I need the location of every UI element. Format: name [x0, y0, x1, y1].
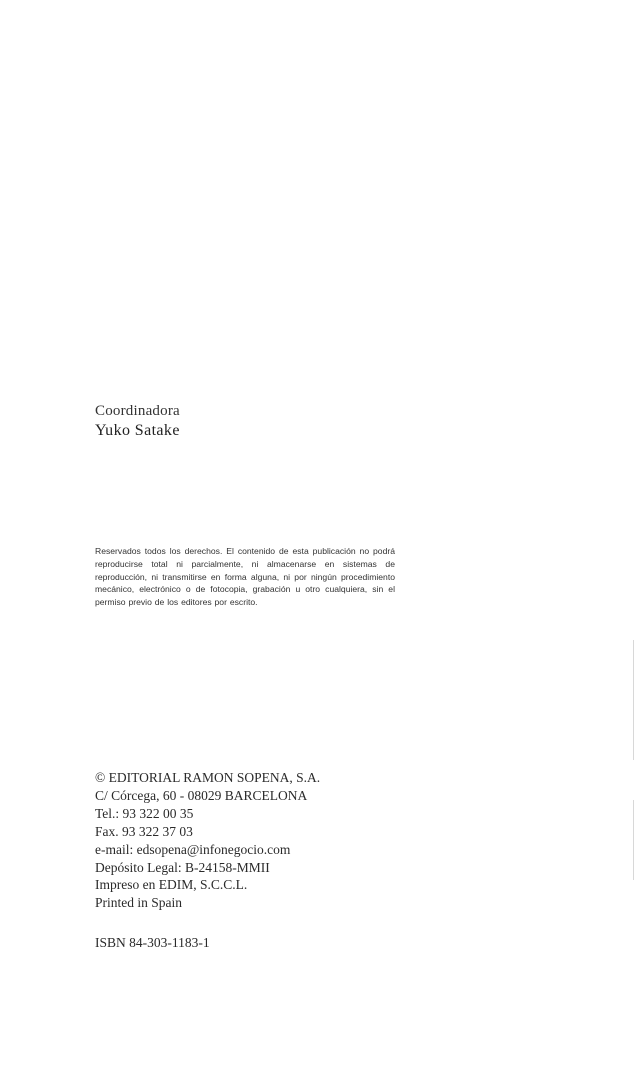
publisher-address: C/ Córcega, 60 - 08029 BARCELONA [95, 787, 308, 803]
isbn: ISBN 84-303-1183-1 [95, 935, 210, 950]
coordinator-name: Yuko Satake [95, 422, 180, 439]
coordinator-block [95, 402, 415, 442]
scan-edge-shadow [633, 640, 634, 760]
coordinator-role: Coordinadora [95, 403, 180, 419]
publisher-phone: Tel.: 93 322 00 35 [95, 805, 194, 821]
printer: Impreso en EDIM, S.C.C.L. [95, 877, 248, 893]
publisher-fax: Fax. 93 322 37 03 [95, 823, 193, 839]
legal-deposit: Depósito Legal: B-24158-MMII [95, 859, 270, 875]
scan-edge-shadow-lower [633, 800, 634, 880]
publisher-email: e-mail: edsopena@infonegocio.com [95, 841, 291, 857]
rights-notice: Reservados todos los derechos. El contenido de esta publicación no podrá reproducirse total ni parcialmente, ni almacenarse en sistemas de reproducción, ni transmitirse en forma alguna, ni por ningún procedimiento mecánico, electrónico o de fotocopia, grabación u otro cualquiera, sin el permiso previo de los editores por escrito. [95, 546, 395, 608]
publisher-copyright: © EDITORIAL RAMON SOPENA, S.A. [95, 770, 321, 785]
publisher-imprint [95, 769, 455, 912]
printed-in: Printed in Spain [95, 895, 182, 911]
